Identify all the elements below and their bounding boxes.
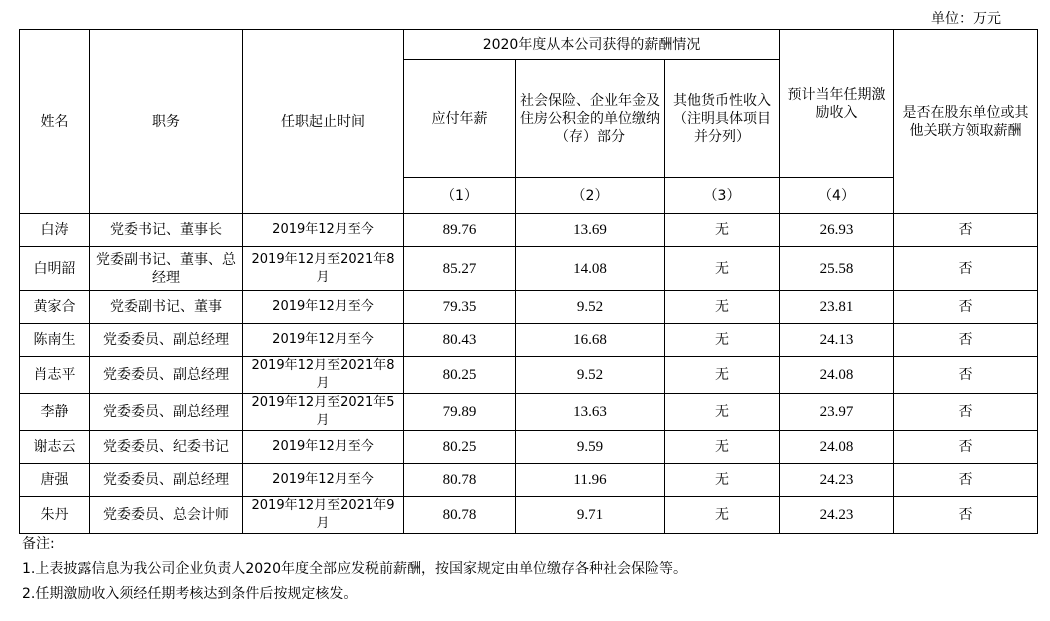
cell-other-income: 无 [665,291,780,324]
notes [22,532,687,607]
cell-related-party: 否 [894,431,1038,464]
table-row [20,324,1038,357]
cell-related-party: 否 [894,324,1038,357]
cell-position: 党委副书记、董事 [90,291,243,324]
cell-name: 李静 [20,394,90,431]
cell-salary: 80.25 [404,431,516,464]
cell-term: 2019年12月至2021年5月 [243,394,404,431]
cell-name: 白明韶 [20,247,90,291]
cell-term: 2019年12月至今 [243,464,404,497]
cell-position: 党委委员、纪委书记 [90,431,243,464]
cell-other-income: 无 [665,497,780,534]
cell-position: 党委书记、董事长 [90,214,243,247]
table-row [20,394,1038,431]
header-related-party: 是否在股东单位或其他关联方领取薪酬 [894,30,1038,214]
cell-term: 2019年12月至2021年8月 [243,247,404,291]
cell-salary: 79.89 [404,394,516,431]
cell-other-income: 无 [665,431,780,464]
cell-position: 党委委员、副总经理 [90,324,243,357]
cell-insurance: 14.08 [516,247,665,291]
table-row [20,214,1038,247]
cell-incentive: 23.97 [780,394,894,431]
cell-term: 2019年12月至2021年9月 [243,497,404,534]
cell-incentive: 24.08 [780,357,894,394]
header-insurance: 社会保险、企业年金及住房公积金的单位缴纳（存）部分 [516,60,665,178]
cell-term: 2019年12月至2021年8月 [243,357,404,394]
cell-incentive: 24.23 [780,497,894,534]
cell-position: 党委委员、副总经理 [90,357,243,394]
cell-insurance: 9.71 [516,497,665,534]
cell-term: 2019年12月至今 [243,324,404,357]
header-group: 2020年度从本公司获得的薪酬情况 [404,30,780,60]
cell-name: 唐强 [20,464,90,497]
cell-term: 2019年12月至今 [243,214,404,247]
cell-insurance: 16.68 [516,324,665,357]
cell-name: 朱丹 [20,497,90,534]
header-name: 姓名 [20,30,90,214]
cell-insurance: 13.63 [516,394,665,431]
cell-related-party: 否 [894,464,1038,497]
table-body [20,214,1038,534]
cell-term: 2019年12月至今 [243,431,404,464]
cell-position: 党委委员、副总经理 [90,464,243,497]
note-line-2: 2.任期激励收入须经任期考核达到条件后按规定核发。 [22,586,358,602]
cell-name: 黄家合 [20,291,90,324]
cell-salary: 80.78 [404,497,516,534]
cell-position: 党委委员、总会计师 [90,497,243,534]
cell-other-income: 无 [665,357,780,394]
header-position: 职务 [90,30,243,214]
cell-insurance: 9.52 [516,291,665,324]
cell-salary: 79.35 [404,291,516,324]
cell-insurance: 11.96 [516,464,665,497]
header-other-income: 其他货币性收入（注明具体项目并分列） [665,60,780,178]
cell-insurance: 9.52 [516,357,665,394]
cell-name: 陈南生 [20,324,90,357]
cell-incentive: 25.58 [780,247,894,291]
cell-related-party: 否 [894,291,1038,324]
table-row [20,357,1038,394]
cell-insurance: 13.69 [516,214,665,247]
cell-position: 党委委员、副总经理 [90,394,243,431]
cell-incentive: 24.08 [780,431,894,464]
header-term: 任职起止时间 [243,30,404,214]
cell-other-income: 无 [665,324,780,357]
cell-salary: 85.27 [404,247,516,291]
cell-salary: 80.25 [404,357,516,394]
cell-incentive: 23.81 [780,291,894,324]
cell-other-income: 无 [665,247,780,291]
cell-name: 白涛 [20,214,90,247]
cell-salary: 80.43 [404,324,516,357]
table-row [20,431,1038,464]
unit-label: 单位：万元 [931,11,1001,27]
header-index-4: （4） [780,178,894,214]
header-index-2: （2） [516,178,665,214]
cell-name: 肖志平 [20,357,90,394]
table-row [20,291,1038,324]
cell-other-income: 无 [665,394,780,431]
cell-related-party: 否 [894,357,1038,394]
cell-incentive: 26.93 [780,214,894,247]
table-row [20,497,1038,534]
cell-insurance: 9.59 [516,431,665,464]
cell-related-party: 否 [894,497,1038,534]
cell-related-party: 否 [894,214,1038,247]
cell-other-income: 无 [665,464,780,497]
cell-related-party: 否 [894,394,1038,431]
cell-incentive: 24.23 [780,464,894,497]
cell-term: 2019年12月至今 [243,291,404,324]
note-line-1: 1.上表披露信息为我公司企业负责人2020年度全部应发税前薪酬，按国家规定由单位缴存各种社会保险等。 [22,561,687,577]
cell-salary: 89.76 [404,214,516,247]
table-row [20,247,1038,291]
table-row [20,464,1038,497]
salary-table [19,29,1038,534]
cell-salary: 80.78 [404,464,516,497]
cell-other-income: 无 [665,214,780,247]
header-salary: 应付年薪 [404,60,516,178]
cell-position: 党委副书记、董事、总经理 [90,247,243,291]
notes-title: 备注: [22,536,55,552]
header-incentive: 预计当年任期激励收入 [780,30,894,178]
cell-incentive: 24.13 [780,324,894,357]
header-index-3: （3） [665,178,780,214]
cell-name: 谢志云 [20,431,90,464]
header-index-1: （1） [404,178,516,214]
table-header [20,30,1038,214]
cell-related-party: 否 [894,247,1038,291]
